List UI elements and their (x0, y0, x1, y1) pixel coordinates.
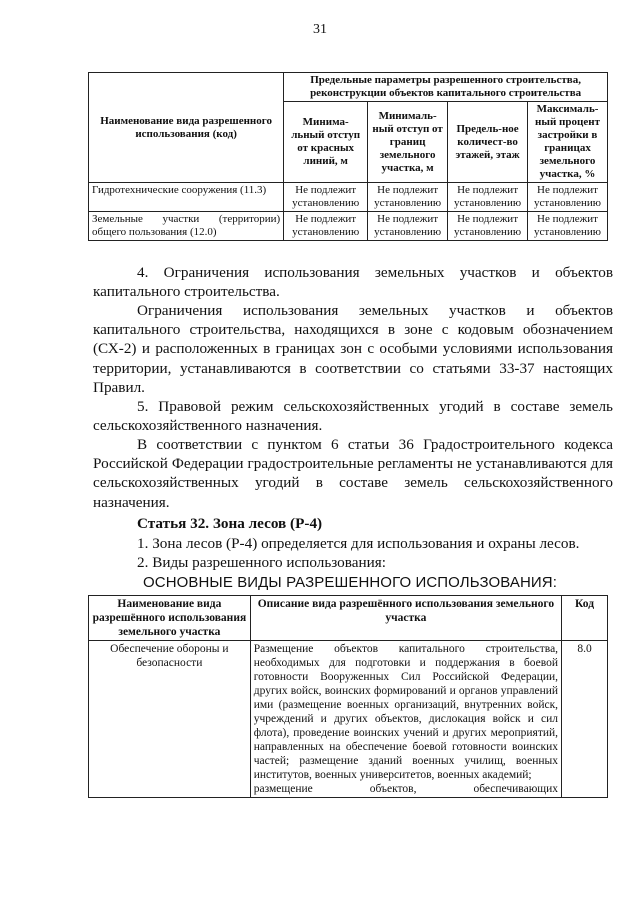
subheader-min-red-lines: Минима-льный отступ от красных линий, м (284, 102, 368, 183)
name-header: Наименование вида разрешенного использования (код) (89, 73, 284, 183)
table-row (89, 641, 608, 798)
use-name-header: Наименование вида разрешённого использования земельного участка (89, 596, 251, 641)
table-row (89, 183, 608, 212)
article-item-1: 1. Зона лесов (Р-4) определяется для использования и охраны лесов. (137, 535, 580, 552)
row-cell: Не подлежит установлению (368, 212, 448, 241)
row-cell: Не подлежит установлению (368, 183, 448, 212)
row-cell: Не подлежит установлению (528, 183, 608, 212)
row-name: Земельные участки (территории) общего пользования (12.0) (89, 212, 284, 241)
use-name: Обеспечение обороны и безопасности (89, 641, 251, 798)
row-cell: Не подлежит установлению (448, 212, 528, 241)
subheader-max-coverage: Максималь-ный процент застройки в границах земельного участка, % (528, 102, 608, 183)
use-description-text: Размещение объектов капитального строительства, необходимых для подготовки и поддержания в боевой готовности Вооруженных Сил Российской Федерации, других войск, воинских формирований и органов управлений ими (размещение военных организаций, внутренних войск, учреждений и других объектов, дислокация войск и сил флота), проведение воинских учений и других мероприятий, направленных на обеспечение боевой готовности воинских частей; размещение зданий военных училищ, военных институтов, военных университетов, военных академий; (253, 643, 559, 781)
use-description-continued: размещение объектов, обеспечивающих (253, 783, 559, 795)
params-header: Предельные параметры разрешенного строительства, реконструкции объектов капитального строительства (284, 73, 608, 102)
paragraph-4: 4. Ограничения использования земельных участков и объектов капитального строительства. (93, 264, 613, 301)
parameters-table (88, 72, 608, 241)
row-name: Гидротехнические сооружения (11.3) (89, 183, 284, 212)
row-cell: Не подлежит установлению (284, 183, 368, 212)
article-heading: Статья 32. Зона лесов (Р-4) (137, 515, 323, 532)
main-uses-title: ОСНОВНЫЕ ВИДЫ РАЗРЕШЕННОГО ИСПОЛЬЗОВАНИЯ: (143, 574, 557, 591)
page-number: 31 (313, 22, 327, 37)
use-code: 8.0 (562, 641, 608, 798)
code-header: Код (562, 596, 608, 641)
permitted-uses-table (88, 595, 608, 798)
paragraph-4-body: Ограничения использования земельных участков и объектов капитального строительства, находящихся в зоне с кодовым обозначением (СХ-2) и расположенных в границах зон с особыми условиями использования территории, устанавливаются в соответствии со статьями 33-37 настоящих Правил. (93, 302, 613, 396)
use-description (250, 641, 561, 798)
row-cell: Не подлежит установлению (448, 183, 528, 212)
article-item-2: 2. Виды разрешенного использования: (137, 554, 386, 571)
subheader-max-floors: Предель-ное количест-во этажей, этаж (448, 102, 528, 183)
table-row (89, 212, 608, 241)
use-description-header: Описание вида разрешённого использования земельного участка (250, 596, 561, 641)
row-cell: Не подлежит установлению (528, 212, 608, 241)
table-header-row (89, 73, 608, 102)
paragraph-5-body: В соответствии с пунктом 6 статьи 36 Градостроительного кодекса Российской Федерации градостроительные регламенты не устанавливаются для сельскохозяйственных угодий в составе земель сельскохозяйственного назначения. (93, 436, 613, 511)
paragraph-5: 5. Правовой режим сельскохозяйственных угодий в составе земель сельскохозяйственного назначения. (93, 398, 613, 435)
subheader-min-boundary: Минималь-ный отступ от границ земельного участка, м (368, 102, 448, 183)
table-header-row (89, 596, 608, 641)
row-cell: Не подлежит установлению (284, 212, 368, 241)
